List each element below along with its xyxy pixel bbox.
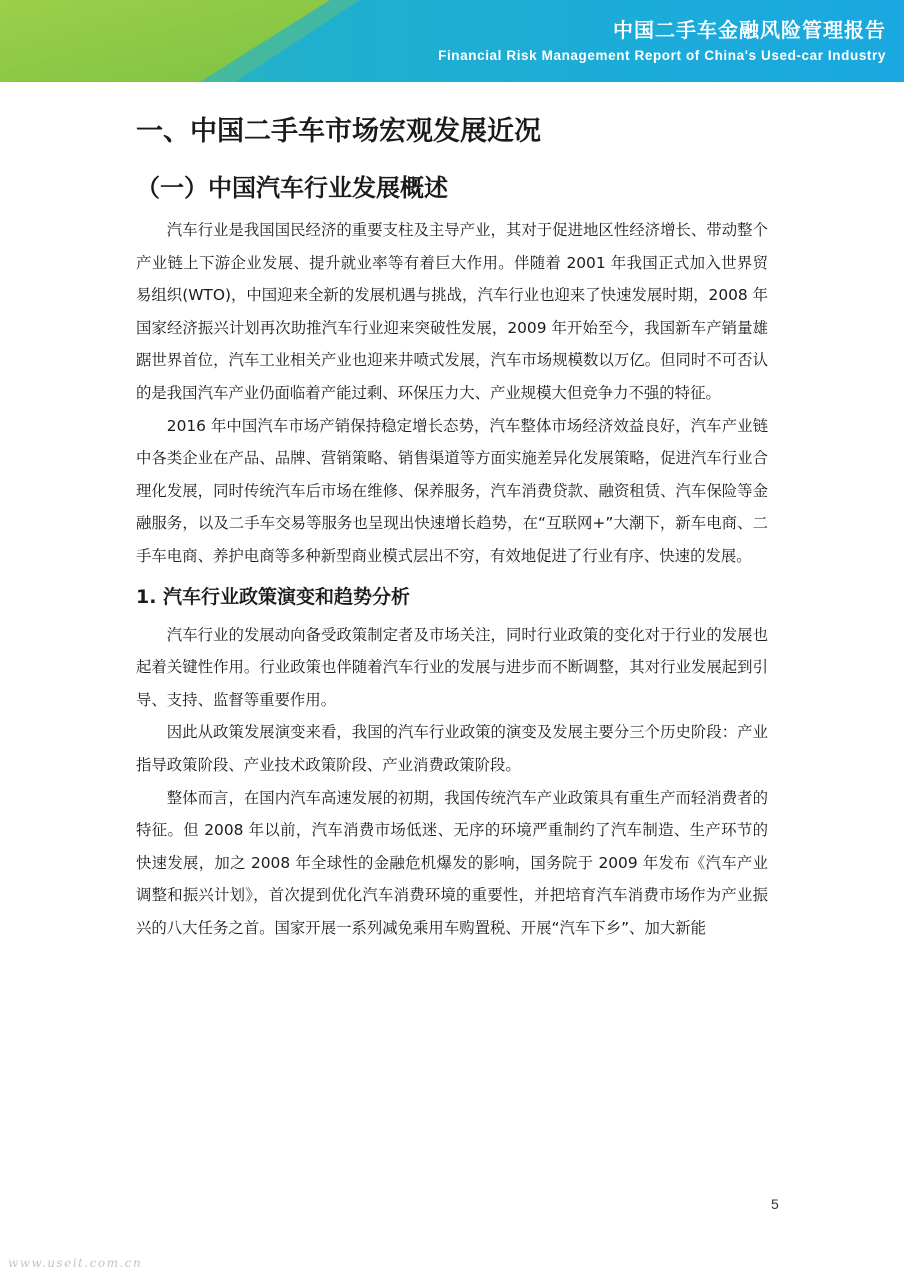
body-paragraph: 汽车行业的发展动向备受政策制定者及市场关注，同时行业政策的变化对于行业的发展也起着关键性作用。行业政策也伴随着汽车行业的发展与进步而不断调整，其对行业发展起到引导、支持、监督等重要作用。 xyxy=(136,625,768,709)
numbered-heading: 1. 汽车行业政策演变和趋势分析 xyxy=(136,585,411,608)
page-content xyxy=(136,110,768,944)
body-paragraph: 2016 年中国汽车市场产销保持稳定增长态势，汽车整体市场经济效益良好，汽车产业链中各类企业在产品、品牌、营销策略、销售渠道等方面实施差异化发展策略，促进汽车行业合理化发展，同时传统汽车后市场在维修、保养服务，汽车消费贷款、融资租赁、汽车保险等金融服务，以及二手车交易等服务也呈现出快速增长趋势，在“互联网+”大潮下，新车电商、二手车电商、养护电商等多种新型商业模式层出不穷，有效地促进了行业有序、快速的发展。 xyxy=(136,416,768,565)
report-subtitle: Financial Risk Management Report of China's Used-car Industry xyxy=(438,48,886,63)
body-paragraph: 因此从政策发展演变来看，我国的汽车行业政策的演变及发展主要分三个历史阶段：产业指导政策阶段、产业技术政策阶段、产业消费政策阶段。 xyxy=(136,723,768,774)
page-number: 5 xyxy=(771,1196,779,1212)
section-heading: 一、中国二手车市场宏观发展近况 xyxy=(136,116,541,147)
body-paragraph: 汽车行业是我国国民经济的重要支柱及主导产业，其对于促进地区性经济增长、带动整个产业链上下游企业发展、提升就业率等有着巨大作用。伴随着 2001 年我国正式加入世界贸易组织(WTO)，中国迎来全新的发展机遇与挑战，汽车行业也迎来了快速发展时期，2008 年国家经济振兴计划再次助推汽车行业迎来突破性发展，2009 年开始至今，我国新车产销量雄踞世界首位，汽车工业相关产业也迎来井喷式发展，汽车市场规模数以万亿。但同时不可否认的是我国汽车产业仍面临着产能过剩、环保压力大、产业规模大但竞争力不强的特征。 xyxy=(136,221,768,402)
header-banner xyxy=(0,0,904,82)
report-title: 中国二手车金融风险管理报告 xyxy=(613,18,886,42)
body-paragraph: 整体而言，在国内汽车高速发展的初期，我国传统汽车产业政策具有重生产而轻消费者的特征。但 2008 年以前，汽车消费市场低迷、无序的环境严重制约了汽车制造、生产环节的快速发展，加之 2008 年全球性的金融危机爆发的影响，国务院于 2009 年发布《汽车产业调整和振兴计划》，首次提到优化汽车消费环境的重要性，并把培育汽车消费市场作为产业振兴的八大任务之首。国家开展一系列减免乘用车购置税、开展“汽车下乡”、加大新能 xyxy=(136,788,768,937)
watermark: www.useit.com.cn xyxy=(8,1256,143,1270)
subsection-heading: （一）中国汽车行业发展概述 xyxy=(136,174,448,202)
